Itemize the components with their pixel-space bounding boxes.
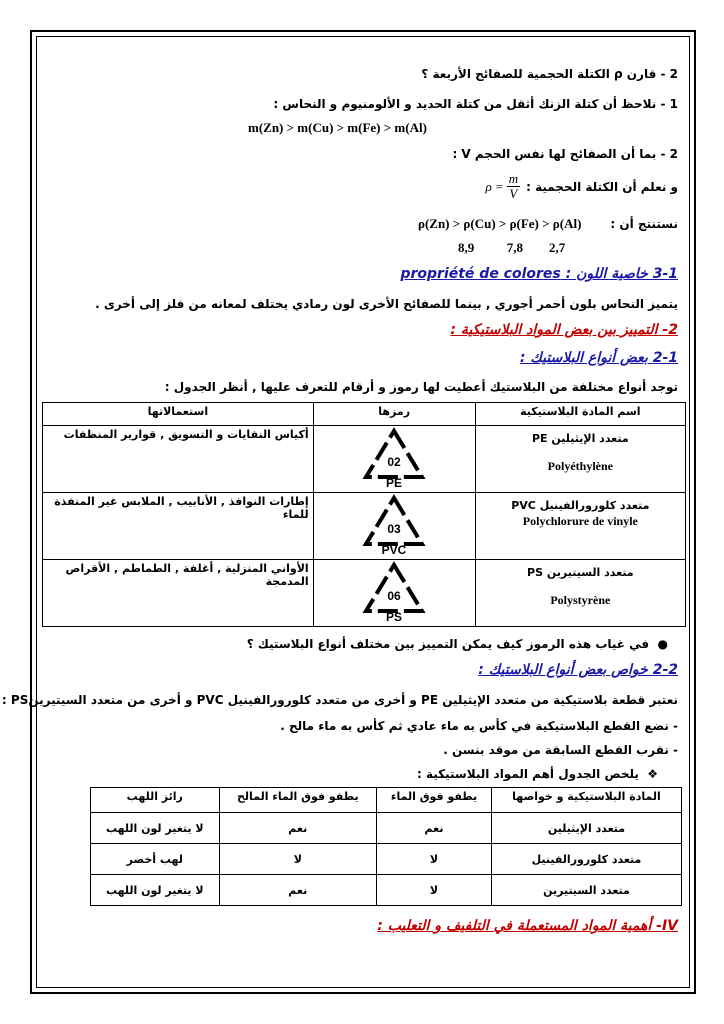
recycle-code: 06 xyxy=(387,588,401,603)
plastic-types-heading: 2-1 بعض أنواع البلاستيك : xyxy=(519,350,678,366)
observation-2: 2 - بما أن الصفائح لها نفس الحجم V : xyxy=(452,147,678,161)
plastic-name-ar: متعدد الإيثيلين PE xyxy=(531,432,629,445)
plastics-question: في غياب هذه الرموز كيف يمكن التمييز بين مختلف أنواع البلاستيك ؟ xyxy=(246,637,650,651)
flame-test-cell: لهب أخضر xyxy=(91,844,220,875)
floats-salt-water-cell: نعم xyxy=(219,875,376,906)
table-row xyxy=(91,875,682,906)
bullet-icon: ● xyxy=(649,637,668,651)
color-heading: 3-1 خاصية اللون : propriété de colores xyxy=(400,266,678,282)
material-cell: متعدد الإيثيلين xyxy=(491,813,681,844)
header-symbol: رمزها xyxy=(313,403,475,426)
floats-water-cell: لا xyxy=(377,875,492,906)
density-values: 8,9 7,8 2,7 xyxy=(458,240,566,255)
summary-line xyxy=(417,766,658,782)
header-flame-test: رائز اللهب xyxy=(91,788,220,813)
table-header-row xyxy=(43,403,686,426)
header-floats-water: يطفو فوق الماء xyxy=(377,788,492,813)
density-intro: و نعلم أن الكتلة الحجمية : xyxy=(526,179,678,194)
plastic-properties-table xyxy=(90,787,682,906)
recycle-symbol-cell xyxy=(313,560,475,627)
recycle-abbr: PVC xyxy=(381,542,407,556)
conclusion-label: نستنتج أن : xyxy=(610,217,678,231)
plastic-name-ar: متعدد كلورورالفينيل PVC xyxy=(511,499,650,512)
plastic-name-fr: Polychlorure de vinyle xyxy=(522,514,638,528)
experiment-text: نعتبر قطعة بلاستيكية من متعدد الإيثيلين PE و أخرى من متعدد كلورورالفينيل PVC و أخرى من متعدد السيتيرينPS : xyxy=(1,693,678,707)
density-fraction xyxy=(507,172,520,201)
recycle-code: 02 xyxy=(387,454,401,469)
table-row xyxy=(91,813,682,844)
summary-intro: يلخص الجدول أهم المواد البلاستيكية : xyxy=(417,767,639,781)
table-row xyxy=(91,844,682,875)
fraction-denominator: V xyxy=(509,186,518,201)
color-text: يتميز النحاس بلون أحمر أجوري , بينما للصفائح الأخرى لون رمادي يختلف لمعانه من فلز إلى أخرى . xyxy=(95,297,678,311)
plastic-types-intro: توجد أنواع مختلفة من البلاستيك أعطيت لها رموز و أرقام للتعرف عليها , أنظر الجدول : xyxy=(164,380,678,394)
section-iv-heading: IV- أهمية المواد المستعملة في التلفيف و التعليب : xyxy=(377,918,678,934)
flame-test-cell: لا يتغير لون اللهب xyxy=(91,875,220,906)
mass-order: m(Zn) > m(Cu) > m(Fe) > m(Al) xyxy=(248,120,427,135)
plastic-name-cell xyxy=(475,493,685,560)
material-cell: متعدد السيتيرين xyxy=(491,875,681,906)
uses-cell: أكياس النفايات و التسويق , قوارير المنظفات xyxy=(43,426,314,493)
header-name: اسم المادة البلاستيكية xyxy=(475,403,685,426)
floats-water-cell: نعم xyxy=(377,813,492,844)
recycle-code: 03 xyxy=(387,521,401,536)
density-order: ρ(Zn) > ρ(Cu) > ρ(Fe) > ρ(Al) xyxy=(418,216,582,231)
recycle-icon xyxy=(359,427,429,489)
recycle-symbol-cell xyxy=(313,493,475,560)
compare-question: 2 - قارن ρ الكتلة الحجمية للصفائح الأربعة ؟ xyxy=(421,67,678,81)
recycle-abbr: PE xyxy=(386,475,403,489)
header-uses: استعمالاتها xyxy=(43,403,314,426)
plastic-properties-heading: 2-2 خواص بعض أنواع البلاستيك : xyxy=(478,662,678,678)
diamond-bullet-icon: ❖ xyxy=(638,767,658,781)
recycle-icon xyxy=(359,494,429,556)
uses-cell: إطارات النوافذ , الأنابيب , الملابس غير المنفذة للماء xyxy=(43,493,314,560)
recycle-abbr: PS xyxy=(386,609,403,623)
floats-salt-water-cell: لا xyxy=(219,844,376,875)
table-header-row xyxy=(91,788,682,813)
flame-test-cell: لا يتغير لون اللهب xyxy=(91,813,220,844)
header-floats-salt-water: يطفو فوق الماء المالح xyxy=(219,788,376,813)
header-material: المادة البلاستيكية و خواصها xyxy=(491,788,681,813)
density-definition xyxy=(485,172,678,201)
plastic-types-table xyxy=(42,402,686,627)
plastics-heading: 2- التمييز بين بعض المواد البلاستيكية : xyxy=(450,322,678,338)
plastic-name-cell xyxy=(475,426,685,493)
table-row xyxy=(43,560,686,627)
recycle-icon xyxy=(359,561,429,623)
table-row xyxy=(43,493,686,560)
recycle-symbol-cell xyxy=(313,426,475,493)
plastic-name-cell xyxy=(475,560,685,627)
table-row xyxy=(43,426,686,493)
uses-cell: الأواني المنزلية , أغلفة , الطماطم , الأقراص المدمجة xyxy=(43,560,314,627)
rho-equals: ρ = xyxy=(485,178,504,194)
plastic-name-fr: Polystyrène xyxy=(550,593,611,607)
fraction-numerator: m xyxy=(508,171,519,186)
plastic-name-ar: متعدد السيتيرين PS xyxy=(527,566,634,579)
material-cell: متعدد كلورورالفينيل xyxy=(491,844,681,875)
observation-1: 1 - نلاحظ أن كتلة الزنك أثقل من كتلة الحديد و الألومنيوم و النحاس : xyxy=(273,97,678,111)
experiment-step-1: - نضع القطع البلاستيكية في كأس به ماء عادي ثم كأس به ماء مالح . xyxy=(280,719,678,733)
floats-salt-water-cell: نعم xyxy=(219,813,376,844)
plastic-name-fr: Polyéthylène xyxy=(547,459,613,473)
density-formula xyxy=(485,172,520,201)
floats-water-cell: لا xyxy=(377,844,492,875)
experiment-step-2: - نقرب القطع السابقة من موقد بنسن . xyxy=(443,743,678,757)
question-line xyxy=(247,636,668,652)
